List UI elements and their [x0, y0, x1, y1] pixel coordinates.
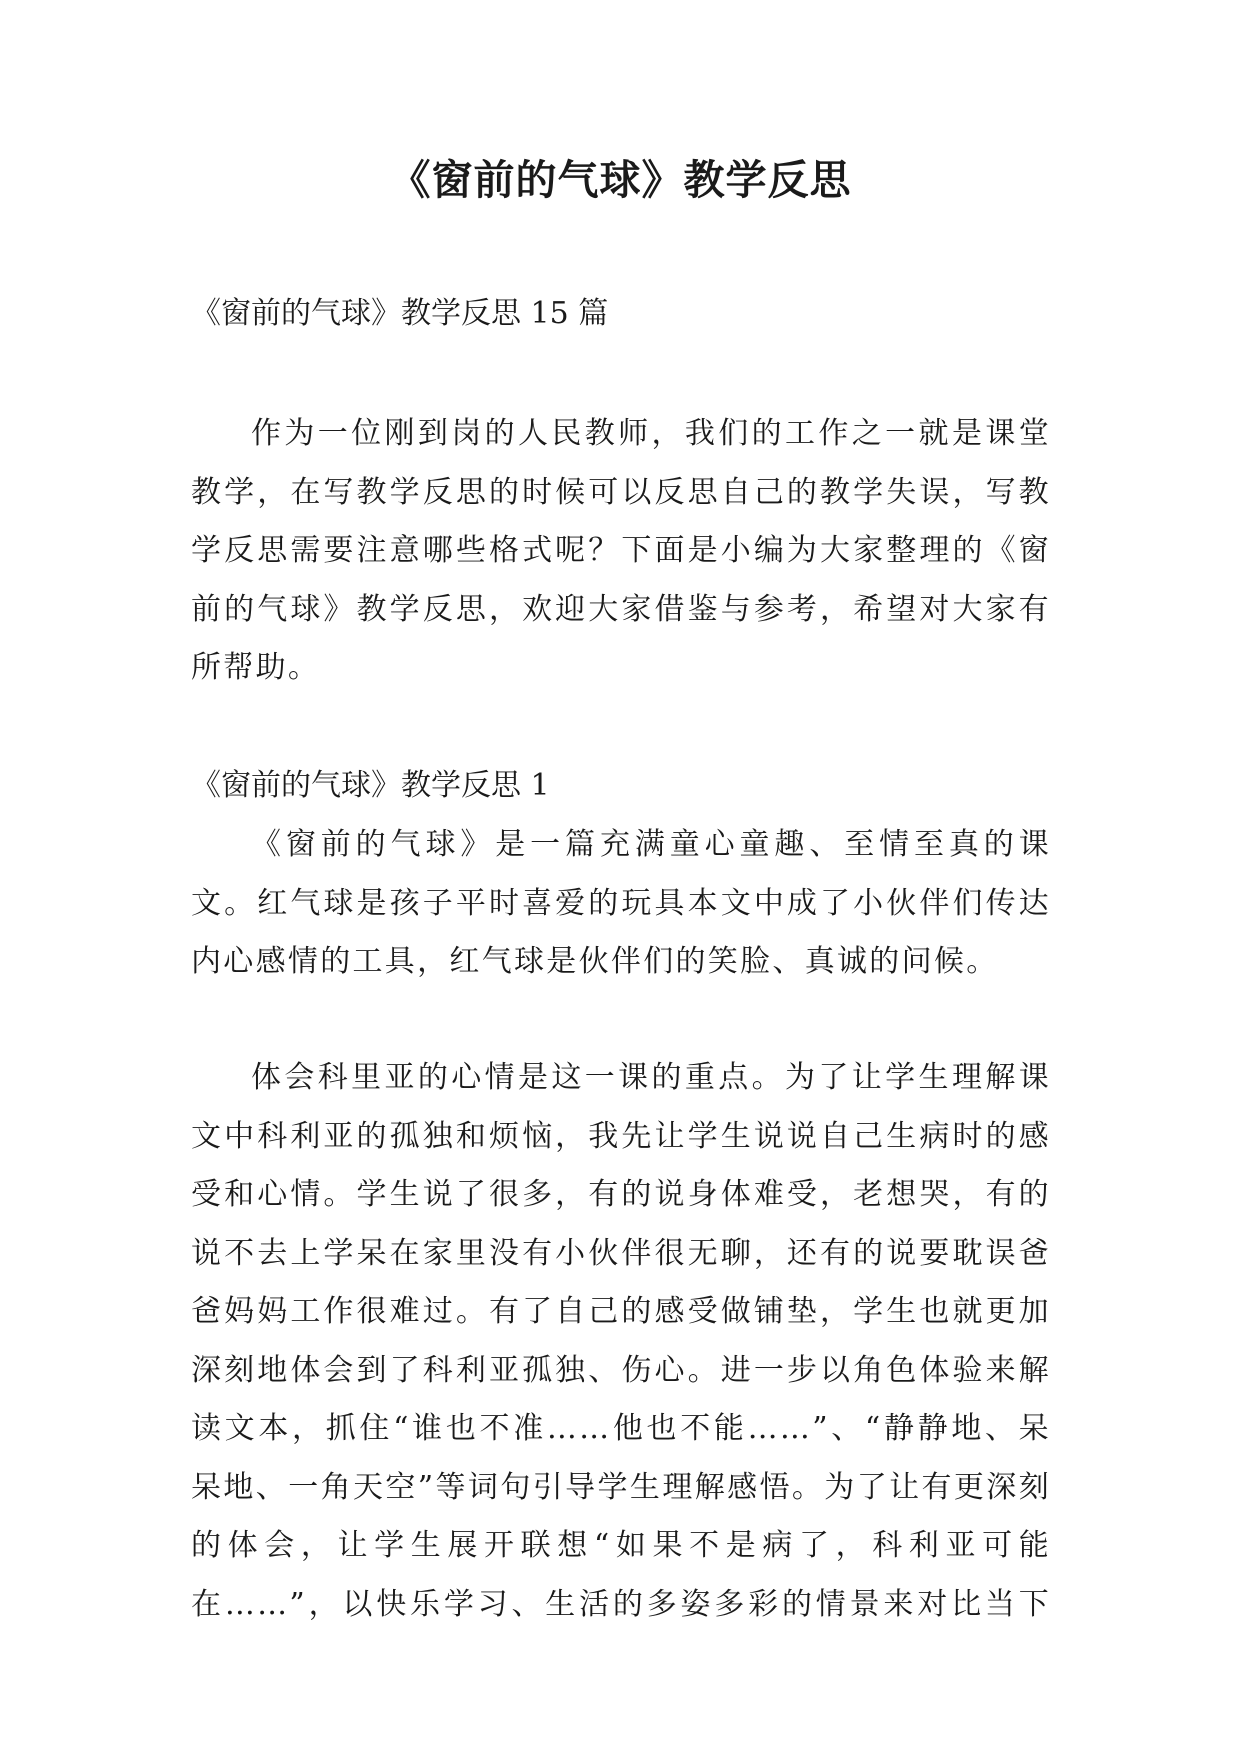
body-paragraph-2: 体会科里亚的心情是这一课的重点。为了让学生理解课文中科利亚的孤独和烦恼，我先让学生说说自己生病时的感受和心情。学生说了很多，有的说身体难受，老想哭，有的说不去上学呆在家里没有小伙伴很无聊，还有的说要耽误爸爸妈妈工作很难过。有了自己的感受做铺垫，学生也就更加深刻地体会到了科利亚孤独、伤心。进一步以角色体验来解读文本，抓住“谁也不准……他也不能……”、“静静地、呆呆地、一角天空”等词句引导学生理解感悟。为了让有更深刻的体会，让学生展开联想“如果不是病了，科利亚可能在……”，以快乐学习、生活的多姿多彩的情景来对比当下: [191, 1060, 1051, 1622]
document-subtitle: 《窗前的气球》教学反思 15 篇: [191, 296, 609, 331]
document-title: 《窗前的气球》教学反思: [389, 156, 852, 204]
body-paragraph-1: 《窗前的气球》是一篇充满童心童趣、至情至真的课文。红气球是孩子平时喜爱的玩具本文中成了小伙伴们传达内心感情的工具，红气球是伙伴们的笑脸、真诚的问候。: [191, 827, 1051, 979]
section-heading: 《窗前的气球》教学反思 1: [191, 768, 550, 803]
intro-paragraph: 作为一位刚到岗的人民教师，我们的工作之一就是课堂教学，在写教学反思的时候可以反思自己的教学失误，写教学反思需要注意哪些格式呢？下面是小编为大家整理的《窗前的气球》教学反思，欢迎大家借鉴与参考，希望对大家有所帮助。: [191, 416, 1051, 685]
